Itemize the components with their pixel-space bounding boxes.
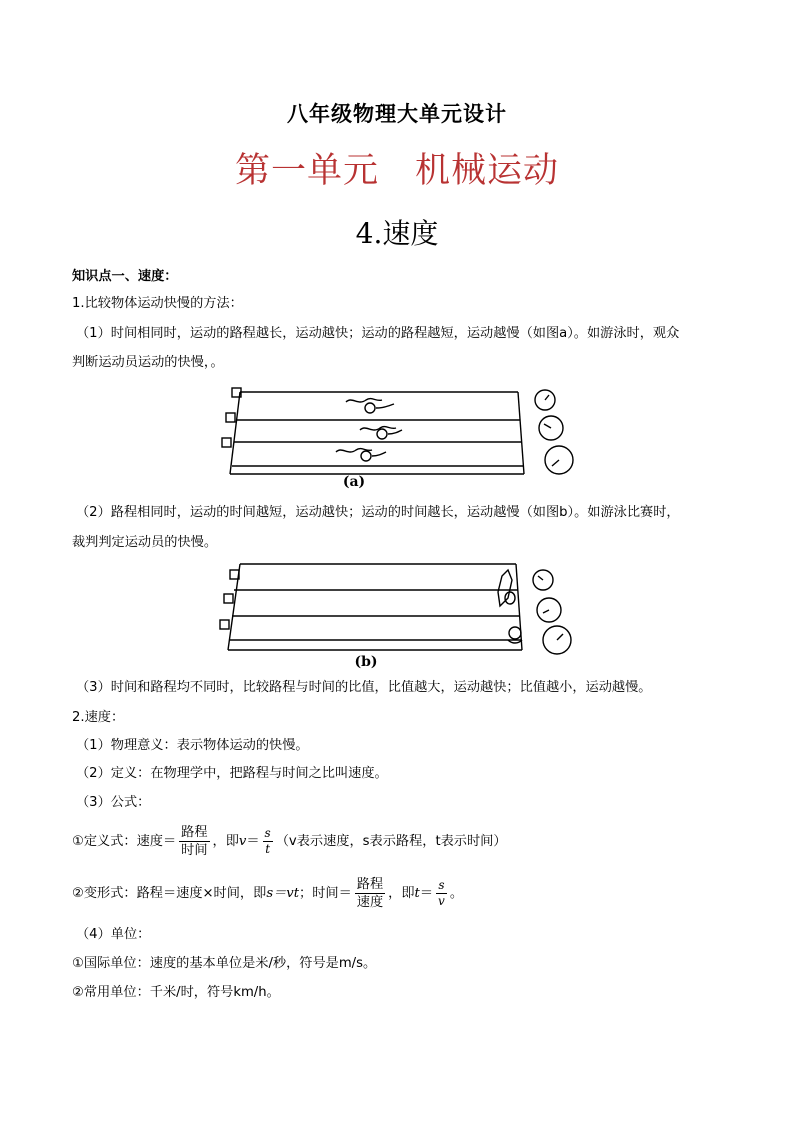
- figure-a-swimming-pool: [218, 380, 582, 492]
- def-formula-symbol-fraction: $\frac{s}{t}$: [264, 825, 271, 856]
- unit-title: 第一单元 机械运动: [234, 151, 559, 191]
- speed-heading: 2.速度：: [72, 710, 125, 725]
- method-heading: 1.比较物体运动快慢的方法：: [72, 296, 243, 311]
- method3: （3）时间和路程均不同时，比较路程与时间的比值，比值越大，运动越快；比值越小，运动越慢。: [76, 680, 652, 695]
- si-unit: ①国际单位：速度的基本单位是米/秒，符号是m/s。: [72, 956, 377, 971]
- series-title: 八年级物理大单元设计: [287, 102, 507, 126]
- var-formula-symbol-fraction: $\frac{s}{v}$: [438, 877, 445, 908]
- definition-formula: ①定义式：速度＝ $\frac{\text{路程}}{\text{时间}}$ ，即v＝ $\frac{s}{t}$ （v表示速度，s表示路程，t表示时间）: [72, 824, 507, 858]
- figure-b-caption: (b): [354, 654, 378, 670]
- var-formula-fraction: $\frac{\text{路程}}{\text{速度}}$: [356, 876, 384, 910]
- figure-b-swimming-pool: [212, 558, 584, 672]
- speed-definition: （2）定义：在物理学中，把路程与时间之比叫速度。: [76, 766, 388, 781]
- figure-a-caption: (a): [342, 474, 366, 490]
- lesson-title: 4.速度: [355, 217, 439, 250]
- speed-meaning: （1）物理意义：表示物体运动的快慢。: [76, 738, 309, 753]
- method2-line1: （2）路程相同时，运动的时间越短，运动越快；运动的时间越长，运动越慢（如图b）。如游泳比赛时，: [76, 505, 680, 520]
- unit-heading: （4）单位：: [76, 927, 151, 942]
- def-formula-fraction: $\frac{\text{路程}}{\text{时间}}$: [181, 824, 208, 858]
- method1-line1: （1）时间相同时，运动的路程越长，运动越快；运动的路程越短，运动越慢（如图a）。如游泳时，观众: [76, 326, 680, 341]
- method1-line2: 判断运动员运动的快慢，。: [72, 355, 224, 370]
- knowledge-heading: 知识点一、速度：: [72, 269, 178, 284]
- common-unit: ②常用单位：千米/时，符号km/h。: [72, 985, 280, 1000]
- method2-line2: 裁判判定运动员的快慢。: [72, 535, 218, 550]
- formula-heading: （3）公式：: [76, 795, 151, 810]
- variant-formula: ②变形式：路程＝速度×时间，即s＝vt；时间＝ $\frac{\text{路程}}{\text{速度}}$ ，即t＝ $\frac{s}{v}$ 。: [72, 876, 463, 910]
- def-formula-prefix: ①定义式：速度＝: [72, 834, 177, 849]
